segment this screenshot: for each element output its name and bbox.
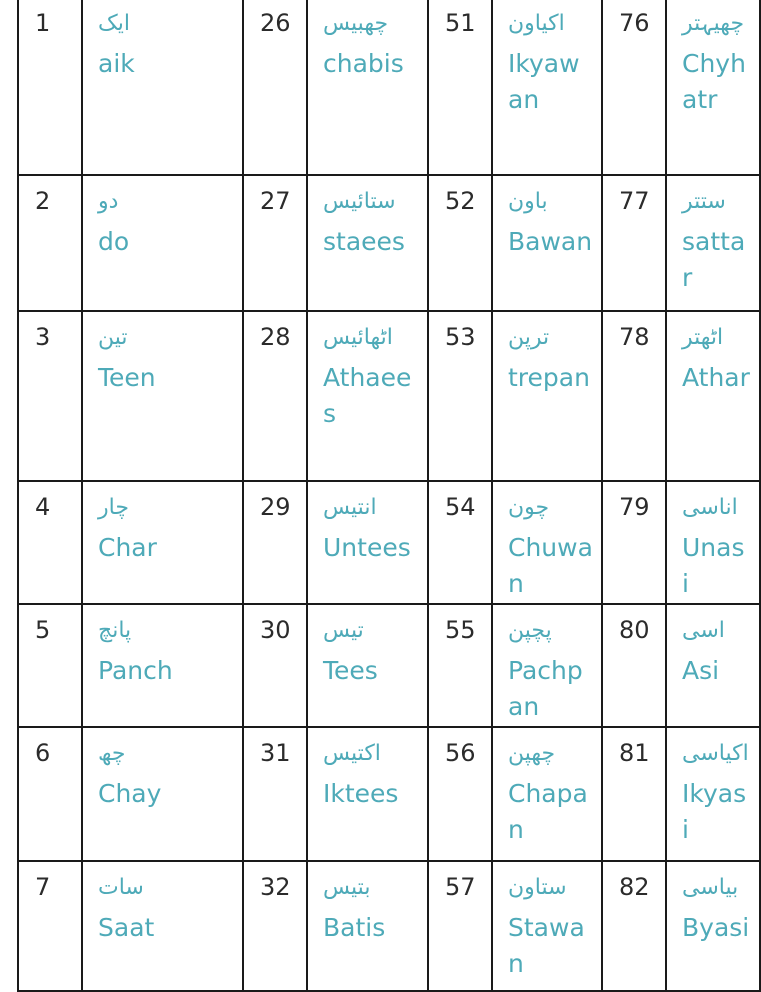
urdu-word: چون [508, 495, 550, 520]
word-cell [307, 175, 428, 311]
number-cell: 53 [428, 311, 492, 481]
roman-transliteration: Chuwan [508, 533, 593, 598]
number-cell: 52 [428, 175, 492, 311]
number-cell: 51 [428, 0, 492, 175]
roman-transliteration: Ikyasi [682, 779, 747, 844]
urdu-word: تین [98, 325, 128, 350]
number-cell: 32 [243, 861, 307, 991]
urdu-word: اٹھائیس [323, 325, 393, 350]
urdu-word: انتیس [323, 495, 377, 520]
word-cell [307, 0, 428, 175]
word-cell [666, 175, 760, 311]
urdu-word: چھ [98, 741, 126, 766]
urdu-word: ستائیس [323, 189, 396, 214]
urdu-word: چار [98, 495, 129, 520]
urdu-word: چھیہتر [682, 11, 745, 36]
urdu-word: باون [508, 189, 548, 214]
roman-transliteration: Iktees [323, 779, 399, 808]
number-cell: 6 [18, 727, 82, 861]
roman-transliteration: Athar [682, 363, 750, 392]
word-cell [492, 861, 602, 991]
urdu-word: ستتر [682, 189, 726, 214]
roman-transliteration: Ikyawan [508, 49, 580, 114]
urdu-word: اسی [682, 618, 725, 643]
number-cell: 29 [243, 481, 307, 604]
roman-transliteration: Chay [98, 779, 162, 808]
word-cell [666, 481, 760, 604]
roman-transliteration: Pachpan [508, 656, 583, 721]
roman-transliteration: staees [323, 227, 405, 256]
word-cell [307, 604, 428, 727]
word-cell [82, 175, 243, 311]
word-cell [666, 861, 760, 991]
roman-transliteration: Batis [323, 913, 386, 942]
number-cell: 82 [602, 861, 666, 991]
roman-transliteration: Saat [98, 913, 155, 942]
word-cell [82, 861, 243, 991]
roman-transliteration: Byasi [682, 913, 750, 942]
number-cell: 4 [18, 481, 82, 604]
number-cell: 30 [243, 604, 307, 727]
roman-transliteration: Tees [323, 656, 378, 685]
urdu-word: بیاسی [682, 875, 739, 900]
urdu-word: اٹھتر [682, 325, 724, 350]
roman-transliteration: Chyhatr [682, 49, 746, 114]
urdu-word: اکیاون [508, 11, 565, 36]
urdu-word: ایک [98, 11, 130, 36]
word-cell [307, 727, 428, 861]
number-cell: 79 [602, 481, 666, 604]
table-row [18, 481, 760, 604]
word-cell [666, 604, 760, 727]
number-cell: 28 [243, 311, 307, 481]
table-body [18, 0, 760, 991]
word-cell [82, 481, 243, 604]
roman-transliteration: Unasi [682, 533, 745, 598]
urdu-word: دو [98, 189, 119, 214]
word-cell [492, 0, 602, 175]
number-cell: 55 [428, 604, 492, 727]
word-cell [492, 175, 602, 311]
roman-transliteration: Bawan [508, 227, 593, 256]
number-cell: 76 [602, 0, 666, 175]
word-cell [82, 311, 243, 481]
number-cell: 78 [602, 311, 666, 481]
table-row [18, 604, 760, 727]
roman-transliteration: Panch [98, 656, 173, 685]
word-cell [666, 0, 760, 175]
number-cell: 57 [428, 861, 492, 991]
table-row [18, 861, 760, 991]
word-cell [307, 861, 428, 991]
urdu-numbers-table [17, 0, 761, 992]
urdu-word: بتیس [323, 875, 371, 900]
number-cell: 31 [243, 727, 307, 861]
number-cell: 77 [602, 175, 666, 311]
roman-transliteration: Untees [323, 533, 411, 562]
word-cell [492, 311, 602, 481]
urdu-word: اکتیس [323, 741, 381, 766]
roman-transliteration: Asi [682, 656, 720, 685]
word-cell [666, 311, 760, 481]
roman-transliteration: do [98, 227, 130, 256]
urdu-word: تیس [323, 618, 364, 643]
word-cell [307, 311, 428, 481]
number-cell: 1 [18, 0, 82, 175]
urdu-word: پانچ [98, 618, 132, 643]
urdu-word: اکیاسی [682, 741, 749, 766]
word-cell [492, 481, 602, 604]
roman-transliteration: trepan [508, 363, 590, 392]
number-cell: 2 [18, 175, 82, 311]
urdu-word: ستاون [508, 875, 567, 900]
urdu-word: ترپن [508, 325, 550, 350]
word-cell [82, 604, 243, 727]
roman-transliteration: Chapan [508, 779, 588, 844]
table-row [18, 727, 760, 861]
word-cell [82, 727, 243, 861]
word-cell [307, 481, 428, 604]
word-cell [492, 604, 602, 727]
table-row [18, 0, 760, 175]
urdu-word: اناسی [682, 495, 738, 520]
table-row [18, 311, 760, 481]
roman-transliteration: chabis [323, 49, 404, 78]
urdu-word: پچپن [508, 618, 552, 643]
number-cell: 27 [243, 175, 307, 311]
roman-transliteration: Athaees [323, 363, 412, 428]
number-cell: 7 [18, 861, 82, 991]
number-cell: 26 [243, 0, 307, 175]
table-row [18, 175, 760, 311]
roman-transliteration: Teen [98, 363, 156, 392]
urdu-word: چھبیس [323, 11, 389, 36]
word-cell [666, 727, 760, 861]
number-cell: 81 [602, 727, 666, 861]
number-cell: 80 [602, 604, 666, 727]
roman-transliteration: Stawan [508, 913, 585, 978]
urdu-word: سات [98, 875, 144, 900]
word-cell [492, 727, 602, 861]
roman-transliteration: aik [98, 49, 135, 78]
number-cell: 56 [428, 727, 492, 861]
number-cell: 3 [18, 311, 82, 481]
roman-transliteration: Char [98, 533, 157, 562]
urdu-word: چھپن [508, 741, 556, 766]
number-cell: 54 [428, 481, 492, 604]
number-cell: 5 [18, 604, 82, 727]
word-cell [82, 0, 243, 175]
roman-transliteration: sattar [682, 227, 746, 292]
